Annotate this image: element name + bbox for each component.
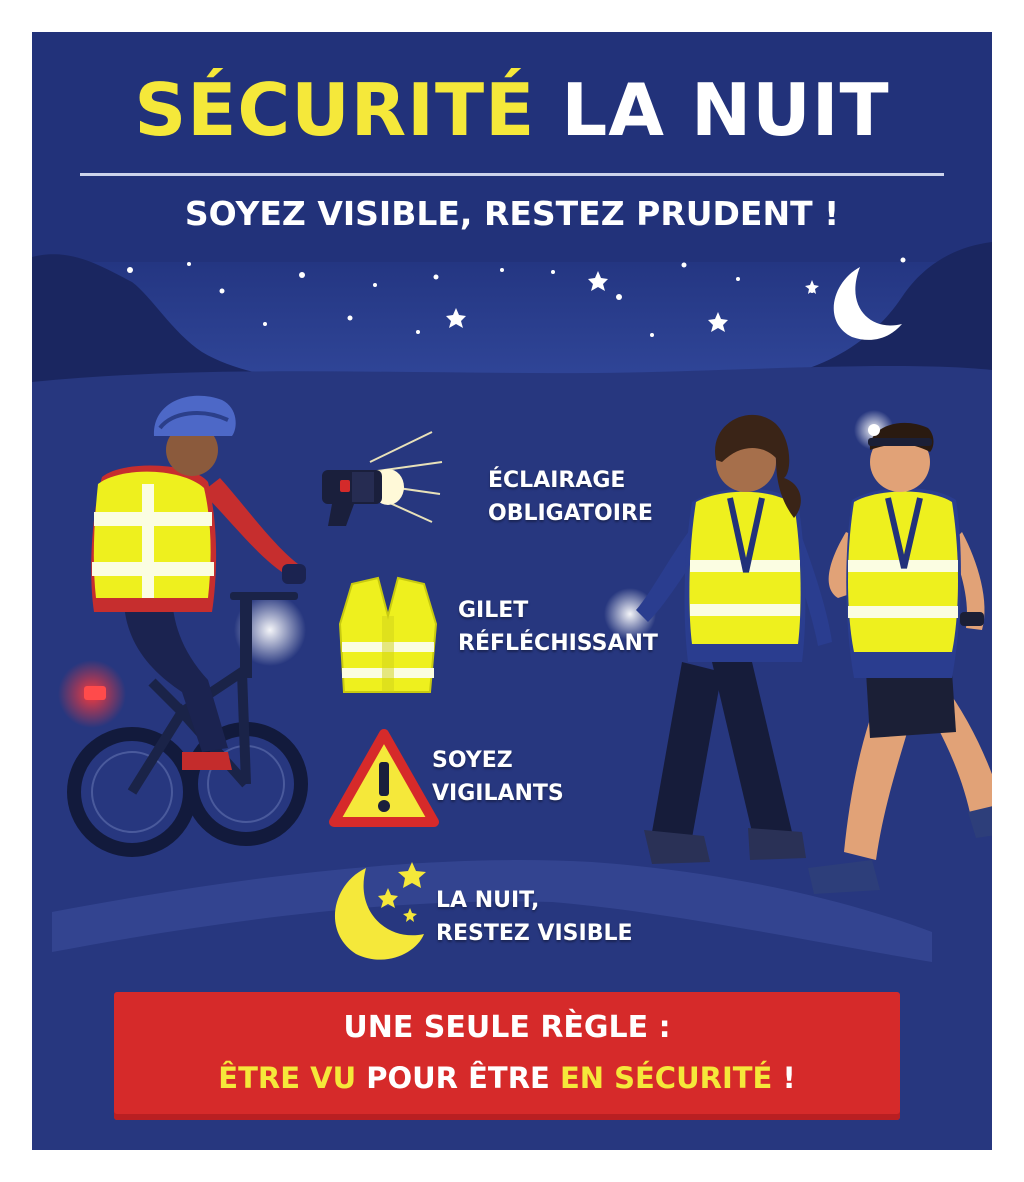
title-part-1: SÉCURITÉ [134, 68, 536, 152]
poster-subtitle: SOYEZ VISIBLE, RESTEZ PRUDENT ! [184, 194, 840, 233]
item-lighting-label [488, 464, 653, 530]
item-night-line1: LA NUIT, [436, 888, 540, 913]
item-vigilant-line2: VIGILANTS [432, 781, 564, 806]
item-lighting-line1: ÉCLAIRAGE [488, 468, 626, 493]
banner-message-part-2: POUR ÊTRE [356, 1061, 560, 1095]
banner-heading: UNE SEULE RÈGLE : [343, 1010, 671, 1045]
item-vigilant-line1: SOYEZ [432, 748, 513, 773]
item-lighting-line2: OBLIGATOIRE [488, 501, 653, 526]
banner-message [114, 1056, 900, 1100]
item-vest-line2: RÉFLÉCHISSANT [458, 631, 658, 656]
item-vigilant-label [432, 744, 564, 810]
banner-message-part-3: EN SÉCURITÉ [559, 1061, 773, 1095]
banner-message-part-1: ÊTRE VU [218, 1061, 357, 1095]
item-vest-label [458, 594, 658, 660]
poster [32, 32, 992, 1150]
item-vest-line1: GILET [458, 598, 529, 623]
title-divider [80, 173, 944, 176]
rule-banner [114, 992, 900, 1120]
poster-title [32, 62, 992, 158]
item-night-line2: RESTEZ VISIBLE [436, 921, 633, 946]
item-night-label [436, 884, 633, 950]
title-part-2: LA NUIT [561, 68, 890, 152]
banner-message-part-4: ! [772, 1061, 796, 1095]
